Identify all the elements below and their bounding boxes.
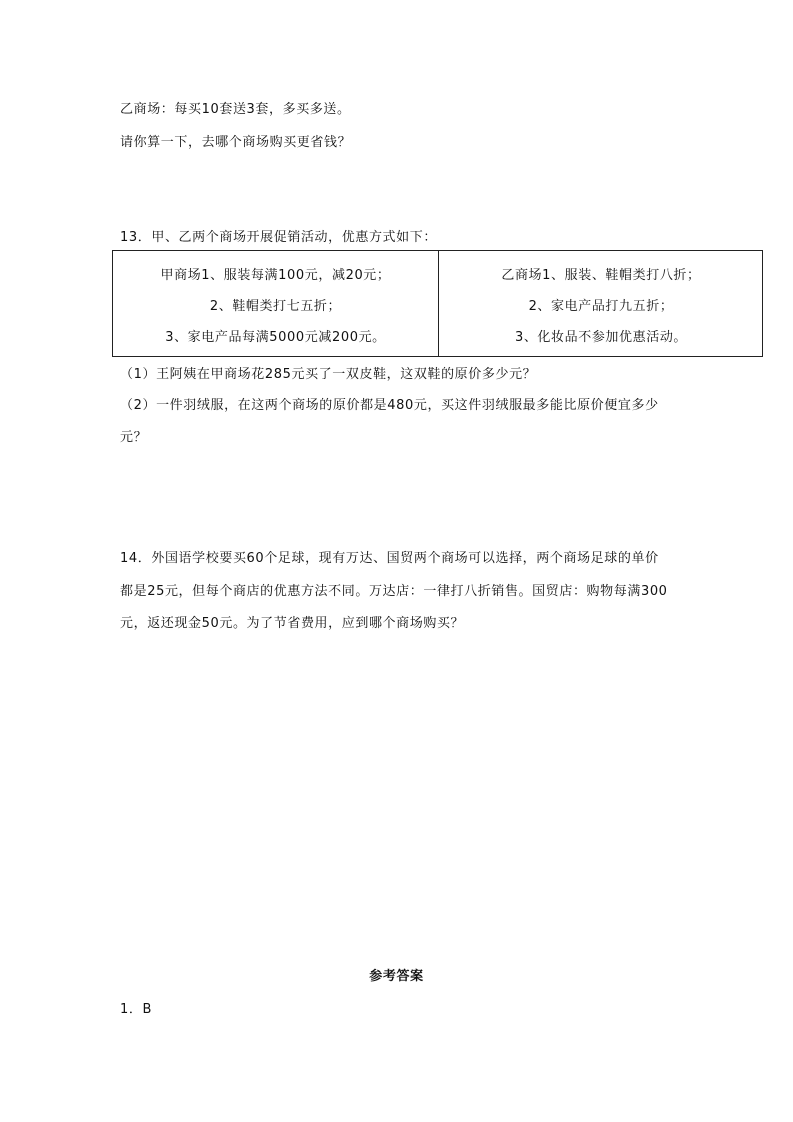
question-14-line-2: 都是25元，但每个商店的优惠方法不同。万达店：一律打八折销售。国贸店：购物每满300 <box>120 584 668 599</box>
intro-line-mall-b: 乙商场：每买10套送3套，多买多送。 <box>120 102 351 117</box>
promotion-table <box>112 250 763 357</box>
promotion-mall-b-item-1: 乙商场1、服装、鞋帽类打八折； <box>501 268 701 283</box>
promotion-cell-mall-a <box>113 251 438 356</box>
promotion-mall-a-item-3: 3、家电产品每满5000元减200元。 <box>165 330 386 345</box>
question-13-sub-2-line-2: 元？ <box>120 430 148 445</box>
promotion-mall-b-item-3: 3、化妆品不参加优惠活动。 <box>514 330 688 345</box>
question-13-sub-2-line-1: （2）一件羽绒服，在这两个商场的原价都是480元，买这件羽绒服最多能比原价便宜多少 <box>120 398 659 413</box>
answer-1: 1．B <box>120 1002 152 1017</box>
intro-question-line: 请你算一下，去哪个商场购买更省钱？ <box>120 135 352 150</box>
promotion-cell-mall-b <box>439 251 763 356</box>
promotion-mall-b-item-2: 2、家电产品打九五折； <box>528 299 674 314</box>
promotion-mall-a-item-2: 2、鞋帽类打七五折； <box>209 299 342 314</box>
question-14-line-1: 14．外国语学校要买60个足球，现有万达、国贸两个商场可以选择，两个商场足球的单价 <box>120 551 659 566</box>
question-13-sub-1: （1）王阿姨在甲商场花285元买了一双皮鞋，这双鞋的原价多少元？ <box>120 367 537 382</box>
question-13-title: 13．甲、乙两个商场开展促销活动，优惠方式如下： <box>120 230 437 245</box>
answers-heading: 参考答案 <box>369 969 424 984</box>
promotion-mall-a-item-1: 甲商场1、服装每满100元，减20元； <box>160 268 391 283</box>
question-14-line-3: 元，返还现金50元。为了节省费用，应到哪个商场购买？ <box>120 616 465 631</box>
